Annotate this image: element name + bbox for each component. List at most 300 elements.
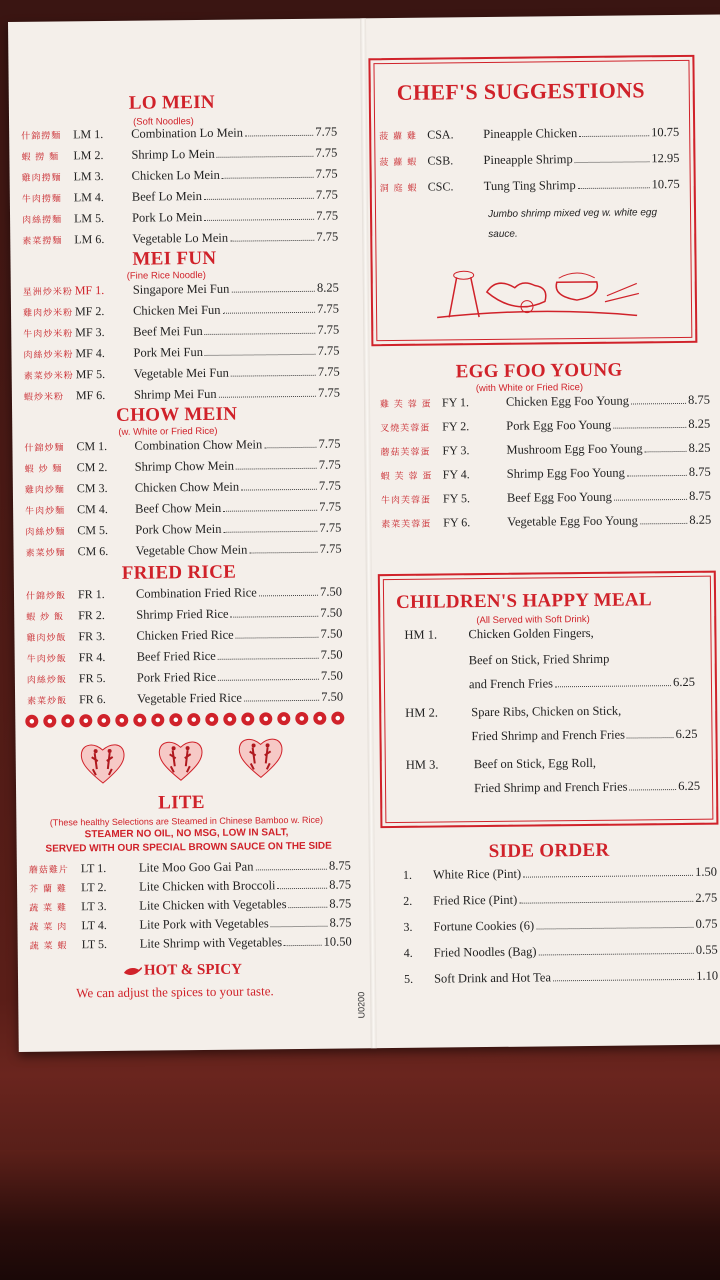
item-name: Pork Fried Rice xyxy=(136,669,217,685)
item-code: CM 4. xyxy=(77,501,108,517)
item-chinese: 蝦 撈 麵 xyxy=(21,152,60,163)
hm-line: Beef on Stick, Egg Roll, xyxy=(473,755,597,772)
item-price: 10.75 xyxy=(651,176,680,192)
item-code: CM 6. xyxy=(77,543,109,559)
menu-item-row xyxy=(23,344,339,367)
hm-line: and French Fries xyxy=(468,676,554,692)
item-chinese: 肉絲炒米粉 xyxy=(23,350,74,361)
item-price: 7.75 xyxy=(318,478,341,493)
item-name: Chicken Chow Mein xyxy=(134,479,240,495)
item-price: 6.25 xyxy=(678,778,701,794)
item-chinese: 素菜炒麵 xyxy=(25,548,66,559)
item-name: Pork Mei Fun xyxy=(133,344,203,360)
item-chinese: 牛肉炒麵 xyxy=(25,506,66,517)
leader-dots xyxy=(217,156,314,158)
item-code: MF 1. xyxy=(74,283,105,298)
item-code: 5. xyxy=(403,971,414,986)
item-code: LM 6. xyxy=(74,232,105,247)
leader-dots xyxy=(223,531,317,533)
item-code: FY 3. xyxy=(442,443,470,458)
chili-pepper-icon xyxy=(122,965,142,979)
item-code: MF 5. xyxy=(75,367,106,382)
item-name: Shrimp Lo Mein xyxy=(131,146,215,162)
flower-icon xyxy=(187,713,200,726)
flower-icon xyxy=(295,712,308,725)
menu-item-row xyxy=(404,969,718,992)
item-name: Vegetable Lo Mein xyxy=(132,230,229,246)
item-name: Shrimp Chow Mein xyxy=(134,458,235,474)
leader-dots xyxy=(630,789,677,790)
item-price: 8.25 xyxy=(689,512,712,527)
chow-mein-title: CHOW MEIN xyxy=(116,403,238,426)
leader-dots xyxy=(640,523,688,524)
item-chinese: 雞肉炒米粉 xyxy=(23,308,74,319)
item-code: 3. xyxy=(403,919,413,934)
item-name: Beef Egg Foo Young xyxy=(506,489,612,505)
side-order-list xyxy=(402,864,719,986)
leader-dots xyxy=(519,901,693,904)
item-name: Pineapple Chicken xyxy=(483,126,578,142)
side-order-title: SIDE ORDER xyxy=(488,839,610,863)
item-name: Mushroom Egg Foo Young xyxy=(506,441,643,457)
flower-divider xyxy=(25,712,344,728)
leader-dots xyxy=(555,685,671,687)
leader-dots xyxy=(539,953,694,956)
item-code: LT 2. xyxy=(80,880,107,895)
flower-icon xyxy=(241,712,254,725)
hm-line: Fried Shrimp and French Fries xyxy=(471,727,626,744)
item-price: 7.75 xyxy=(318,436,341,451)
item-code: FY 2. xyxy=(442,419,470,434)
item-chinese: 雞 芙 蓉 蛋 xyxy=(379,399,432,411)
leader-dots xyxy=(278,888,328,890)
item-name: Tung Ting Shrimp xyxy=(483,178,576,194)
menu-item-row xyxy=(21,146,337,169)
leader-dots xyxy=(204,198,314,200)
item-price: 7.50 xyxy=(320,584,343,599)
item-name: Lite Shrimp with Vegetables xyxy=(139,935,283,951)
leader-dots xyxy=(536,927,693,930)
fried-rice-list xyxy=(25,584,344,707)
item-price: 7.50 xyxy=(320,668,343,683)
item-name: Chicken Lo Mein xyxy=(131,167,220,183)
item-name: Fried Noodles (Bag) xyxy=(433,944,537,960)
egg-foo-young-title: EGG FOO YOUNG xyxy=(455,359,623,383)
menu-item-row xyxy=(23,323,339,346)
menu-item-row xyxy=(403,891,717,914)
item-chinese: 牛肉炒米粉 xyxy=(23,329,74,340)
leader-dots xyxy=(255,869,327,871)
item-chinese: 牛肉撈麵 xyxy=(21,194,62,205)
chow-mein-subtitle: (w. White or Fried Rice) xyxy=(118,425,218,438)
item-chinese: 蝦 芙 蓉 蛋 xyxy=(380,471,433,483)
item-chinese: 星洲炒米粉 xyxy=(22,287,73,298)
item-code: FY 5. xyxy=(442,491,470,506)
item-price: 7.75 xyxy=(316,229,339,244)
item-price: 6.25 xyxy=(675,726,698,742)
menu-item-row xyxy=(381,489,711,512)
item-name: Fried Rice (Pint) xyxy=(433,892,518,908)
flower-icon xyxy=(25,715,38,728)
leader-dots xyxy=(204,219,314,221)
flower-icon xyxy=(115,714,128,727)
item-code: FR 6. xyxy=(79,692,106,707)
item-code: MF 3. xyxy=(75,325,105,340)
mei-fun-subtitle: (Fine Rice Noodle) xyxy=(126,269,206,282)
fried-rice-title: FRIED RICE xyxy=(121,561,237,584)
item-chinese: 蝦 炒 麵 xyxy=(24,464,63,475)
item-code: LM 4. xyxy=(73,190,104,205)
leader-dots xyxy=(241,489,317,491)
item-price: 12.95 xyxy=(651,150,680,166)
item-code: MF 6. xyxy=(75,388,106,403)
item-code: MF 4. xyxy=(75,346,105,361)
menu-item-row xyxy=(403,917,717,940)
item-chinese: 素菜炒飯 xyxy=(27,696,68,707)
item-code: LM 5. xyxy=(73,211,105,226)
item-price: 7.75 xyxy=(317,322,340,337)
item-name: Pineapple Shrimp xyxy=(483,152,573,168)
item-code: LM 1. xyxy=(73,127,104,142)
menu-item-row xyxy=(404,943,718,966)
item-code: LT 3. xyxy=(81,899,107,914)
lite-note-brown-sauce: SERVED WITH OUR SPECIAL BROWN SAUCE ON THE SIDE xyxy=(45,840,332,855)
item-price: 7.75 xyxy=(318,457,341,472)
item-price: 7.75 xyxy=(317,364,340,379)
item-price: 6.25 xyxy=(673,674,696,690)
item-name: Vegetable Egg Foo Young xyxy=(507,513,638,529)
item-name: Pork Egg Foo Young xyxy=(506,417,612,433)
item-chinese: 肉絲撈麵 xyxy=(22,215,63,226)
menu-item-row xyxy=(381,513,711,536)
item-chinese: 素菜芙蓉蛋 xyxy=(381,519,432,531)
item-code: LM 2. xyxy=(73,148,104,163)
leader-dots xyxy=(271,926,328,928)
item-price: 0.75 xyxy=(695,916,718,931)
item-code: CM 3. xyxy=(76,480,108,496)
flower-icon xyxy=(79,714,92,727)
chefs-suggestions-title: CHEF'S SUGGESTIONS xyxy=(396,77,645,105)
item-name: White Rice (Pint) xyxy=(432,866,522,882)
lo-mein-subtitle: (Soft Noodles) xyxy=(132,116,194,128)
flower-icon xyxy=(331,712,344,725)
item-price: 7.75 xyxy=(319,520,342,535)
item-chinese: 什錦炒飯 xyxy=(25,591,67,602)
flower-icon xyxy=(61,714,74,727)
item-code: CM 1. xyxy=(76,438,108,454)
heart-dancers-icon xyxy=(158,738,204,782)
leader-dots xyxy=(578,187,650,189)
hm-price-row xyxy=(469,675,695,697)
leader-dots xyxy=(289,907,328,908)
item-name: Pork Chow Mein xyxy=(135,521,222,537)
leader-dots xyxy=(223,312,316,314)
hm-code: HM 1. xyxy=(404,627,438,642)
item-price: 8.75 xyxy=(689,488,712,503)
item-chinese: 蝦 炒 飯 xyxy=(26,612,65,623)
menu-item-row xyxy=(24,437,340,460)
item-name: Combination Fried Rice xyxy=(135,585,257,601)
menu-item-row xyxy=(380,417,710,440)
feast-illustration xyxy=(426,255,647,327)
leader-dots xyxy=(627,737,674,738)
item-price: 8.25 xyxy=(316,280,339,295)
item-price: 8.75 xyxy=(328,858,351,873)
item-price: 8.75 xyxy=(329,896,352,911)
leader-dots xyxy=(231,291,315,293)
leader-dots xyxy=(284,945,321,946)
leader-dots xyxy=(245,135,313,137)
item-name: Chicken Mei Fun xyxy=(132,302,221,318)
menu-item-row xyxy=(26,627,342,650)
item-price: 7.75 xyxy=(319,499,342,514)
item-price: 7.50 xyxy=(321,689,344,704)
menu-item-row xyxy=(25,479,341,502)
menu-item-row xyxy=(21,125,337,148)
item-code: LT 5. xyxy=(81,937,108,952)
item-chinese: 雞肉炒飯 xyxy=(26,633,67,644)
leader-dots xyxy=(523,875,693,878)
flower-icon xyxy=(313,712,326,725)
leader-dots xyxy=(645,451,687,452)
menu-item-row xyxy=(30,934,352,957)
item-chinese: 牛肉炒飯 xyxy=(26,654,67,665)
leader-dots xyxy=(218,658,319,660)
item-name: Shrimp Egg Foo Young xyxy=(506,465,625,481)
item-code: FY 4. xyxy=(442,467,470,482)
hm-code: HM 2. xyxy=(405,705,438,720)
chefs-note-line2: sauce. xyxy=(488,228,518,240)
leader-dots xyxy=(223,510,317,512)
hot-spicy-text: We can adjust the spices to your taste. xyxy=(76,983,274,1001)
menu-item-row xyxy=(23,281,339,304)
item-code: FR 3. xyxy=(78,629,106,644)
item-code: 1. xyxy=(402,867,413,882)
childrens-meal-title: CHILDREN'S HAPPY MEAL xyxy=(395,589,652,613)
item-code: FY 6. xyxy=(443,515,471,530)
flower-icon xyxy=(133,714,146,727)
item-name: Combination Chow Mein xyxy=(134,437,263,453)
print-code: U0200 xyxy=(356,991,367,1019)
hm-line: Beef on Stick, Fried Shrimp xyxy=(468,651,610,668)
item-code: FR 5. xyxy=(78,671,106,686)
flower-icon xyxy=(43,715,56,728)
childrens-meal-subtitle: (All Served with Soft Drink) xyxy=(476,613,590,627)
item-name: Singapore Mei Fun xyxy=(132,281,230,297)
item-price: 7.75 xyxy=(317,343,340,358)
table-edge xyxy=(0,1150,720,1280)
menu-item-row xyxy=(26,585,342,608)
item-price: 7.75 xyxy=(315,124,338,139)
hm-code: HM 3. xyxy=(405,757,439,772)
leader-dots xyxy=(553,979,694,981)
mei-fun-title: MEI FUN xyxy=(132,247,217,270)
item-name: Chicken Egg Foo Young xyxy=(505,393,630,409)
item-price: 7.50 xyxy=(320,647,343,662)
leader-dots xyxy=(236,468,317,470)
flower-icon xyxy=(259,712,272,725)
item-name: Soft Drink and Hot Tea xyxy=(433,970,552,986)
item-chinese: 雞肉炒麵 xyxy=(24,485,65,496)
lite-list xyxy=(28,858,352,952)
leader-dots xyxy=(579,135,649,137)
menu-item-row xyxy=(27,690,343,713)
flower-icon xyxy=(205,713,218,726)
item-price: 10.75 xyxy=(650,124,680,140)
hm-line: Chicken Golden Fingers, xyxy=(468,625,594,642)
leader-dots xyxy=(205,354,316,356)
item-code: CSC. xyxy=(427,179,454,194)
item-code: MF 2. xyxy=(74,304,105,319)
menu-item-row xyxy=(403,865,717,888)
menu-item-row xyxy=(25,521,341,544)
item-chinese: 蔬 菜 雞 xyxy=(29,903,68,914)
hot-spicy-title: HOT & SPICY xyxy=(143,961,243,979)
item-chinese: 蔬 菜 肉 xyxy=(29,922,68,933)
hm-price-row xyxy=(474,779,700,801)
item-chinese: 素菜撈麵 xyxy=(22,236,63,247)
item-name: Vegetable Fried Rice xyxy=(137,690,242,706)
item-name: Pork Lo Mein xyxy=(131,209,203,225)
menu-item-row xyxy=(25,500,341,523)
item-chinese: 素菜炒米粉 xyxy=(23,371,74,382)
heart-dancers-icon xyxy=(80,741,126,785)
leader-dots xyxy=(219,396,316,398)
leader-dots xyxy=(205,333,316,335)
leader-dots xyxy=(218,679,319,681)
leader-dots xyxy=(249,552,317,554)
menu-sheet xyxy=(8,15,720,1052)
item-name: Lite Chicken with Vegetables xyxy=(139,897,287,913)
chefs-note-line1: Jumbo shrimp mixed veg w. white egg xyxy=(487,207,658,220)
lite-note-steamed: (These healthy Selections are Steamed in Chinese Bamboo w. Rice) xyxy=(49,814,324,828)
item-price: 7.75 xyxy=(317,385,340,400)
item-chinese: 蘑菇芙蓉蛋 xyxy=(380,447,431,459)
item-name: Vegetable Chow Mein xyxy=(135,542,248,558)
menu-item-row xyxy=(379,151,679,174)
leader-dots xyxy=(631,403,686,405)
heart-dancers-icon xyxy=(237,735,283,779)
item-code: CSB. xyxy=(427,153,454,168)
lo-mein-title: LO MEIN xyxy=(128,91,215,114)
item-price: 1.50 xyxy=(694,864,718,879)
item-name: Beef Mei Fun xyxy=(133,323,203,339)
item-code: LM 3. xyxy=(73,169,104,184)
item-chinese: 什錦炒麵 xyxy=(24,443,65,454)
hm-price-row xyxy=(471,727,697,749)
leader-dots xyxy=(575,161,650,163)
item-price: 8.75 xyxy=(688,392,711,407)
lite-note-no-oil: STEAMER NO OIL, NO MSG, LOW IN SALT, xyxy=(84,827,289,841)
flower-icon xyxy=(223,713,236,726)
item-name: Shrimp Mei Fun xyxy=(133,386,217,402)
item-code: 4. xyxy=(403,945,413,960)
item-chinese: 洞 庭 蝦 xyxy=(379,183,418,195)
flower-icon xyxy=(169,713,182,726)
item-name: Vegetable Mei Fun xyxy=(133,365,229,381)
item-chinese: 肉絲炒麵 xyxy=(25,527,66,538)
item-price: 8.75 xyxy=(329,877,352,892)
item-price: 8.25 xyxy=(688,440,711,455)
item-price: 0.55 xyxy=(695,942,718,957)
menu-item-row xyxy=(24,365,340,388)
menu-item-row xyxy=(379,125,679,148)
leader-dots xyxy=(264,447,316,449)
item-price: 8.25 xyxy=(688,416,711,431)
menu-item-row xyxy=(25,458,341,481)
hm-line: Fried Shrimp and French Fries xyxy=(473,779,628,796)
item-price: 7.50 xyxy=(320,626,343,641)
item-code: FY 1. xyxy=(441,395,469,410)
item-code: FR 4. xyxy=(78,650,106,665)
item-chinese: 什錦撈麵 xyxy=(21,131,62,142)
item-code: CSA. xyxy=(427,127,454,142)
egg-foo-young-subtitle: (with White or Fried Rice) xyxy=(475,381,584,395)
menu-item-row xyxy=(381,465,711,488)
item-chinese: 菠 蘿 雞 xyxy=(379,131,418,143)
item-code: LT 4. xyxy=(81,918,107,933)
menu-item-row xyxy=(26,606,342,629)
item-price: 10.50 xyxy=(323,934,352,949)
leader-dots xyxy=(236,637,319,639)
item-price: 7.75 xyxy=(319,541,342,556)
item-code: CM 5. xyxy=(77,522,109,538)
menu-item-row xyxy=(22,209,338,232)
leader-dots xyxy=(627,475,687,477)
flower-icon xyxy=(97,714,110,727)
hm-line: Spare Ribs, Chicken on Stick, xyxy=(471,703,622,720)
leader-dots xyxy=(259,595,318,597)
item-code: 2. xyxy=(403,893,413,908)
item-price: 7.75 xyxy=(315,145,338,160)
item-price: 7.75 xyxy=(317,301,340,316)
item-name: Lite Moo Goo Gai Pan xyxy=(138,859,254,875)
menu-item-row xyxy=(27,669,343,692)
item-price: 8.75 xyxy=(688,464,711,479)
item-name: Shrimp Fried Rice xyxy=(136,606,229,622)
item-chinese: 牛肉芙蓉蛋 xyxy=(380,495,432,507)
item-code: FR 1. xyxy=(77,587,105,602)
item-name: Beef Lo Mein xyxy=(131,188,203,204)
leader-dots xyxy=(613,427,686,429)
item-code: LT 1. xyxy=(80,861,107,876)
menu-item-row xyxy=(380,393,710,416)
flower-icon xyxy=(151,713,164,726)
item-price: 2.75 xyxy=(695,890,718,905)
item-name: Lite Pork with Vegetables xyxy=(139,916,269,932)
item-chinese: 芥 蘭 雞 xyxy=(29,884,67,895)
item-price: 1.10 xyxy=(696,968,719,983)
lite-title: LITE xyxy=(158,791,205,814)
item-price: 7.75 xyxy=(315,187,338,202)
menu-item-row xyxy=(23,302,339,325)
item-name: Lite Chicken with Broccoli xyxy=(138,878,276,894)
menu-item-row xyxy=(380,441,710,464)
menu-item-row xyxy=(22,167,338,190)
item-name: Fortune Cookies (6) xyxy=(433,918,535,934)
item-name: Chicken Fried Rice xyxy=(136,627,234,643)
leader-dots xyxy=(231,616,319,618)
menu-item-row xyxy=(22,188,338,211)
item-chinese: 菠 蘿 蝦 xyxy=(379,157,418,169)
item-name: Combination Lo Mein xyxy=(131,125,244,141)
leader-dots xyxy=(222,177,314,179)
item-code: CM 2. xyxy=(76,459,108,475)
item-code: FR 2. xyxy=(78,608,105,623)
leader-dots xyxy=(614,499,687,501)
item-chinese: 蘑菇雞片 xyxy=(28,865,69,876)
leader-dots xyxy=(231,375,316,377)
